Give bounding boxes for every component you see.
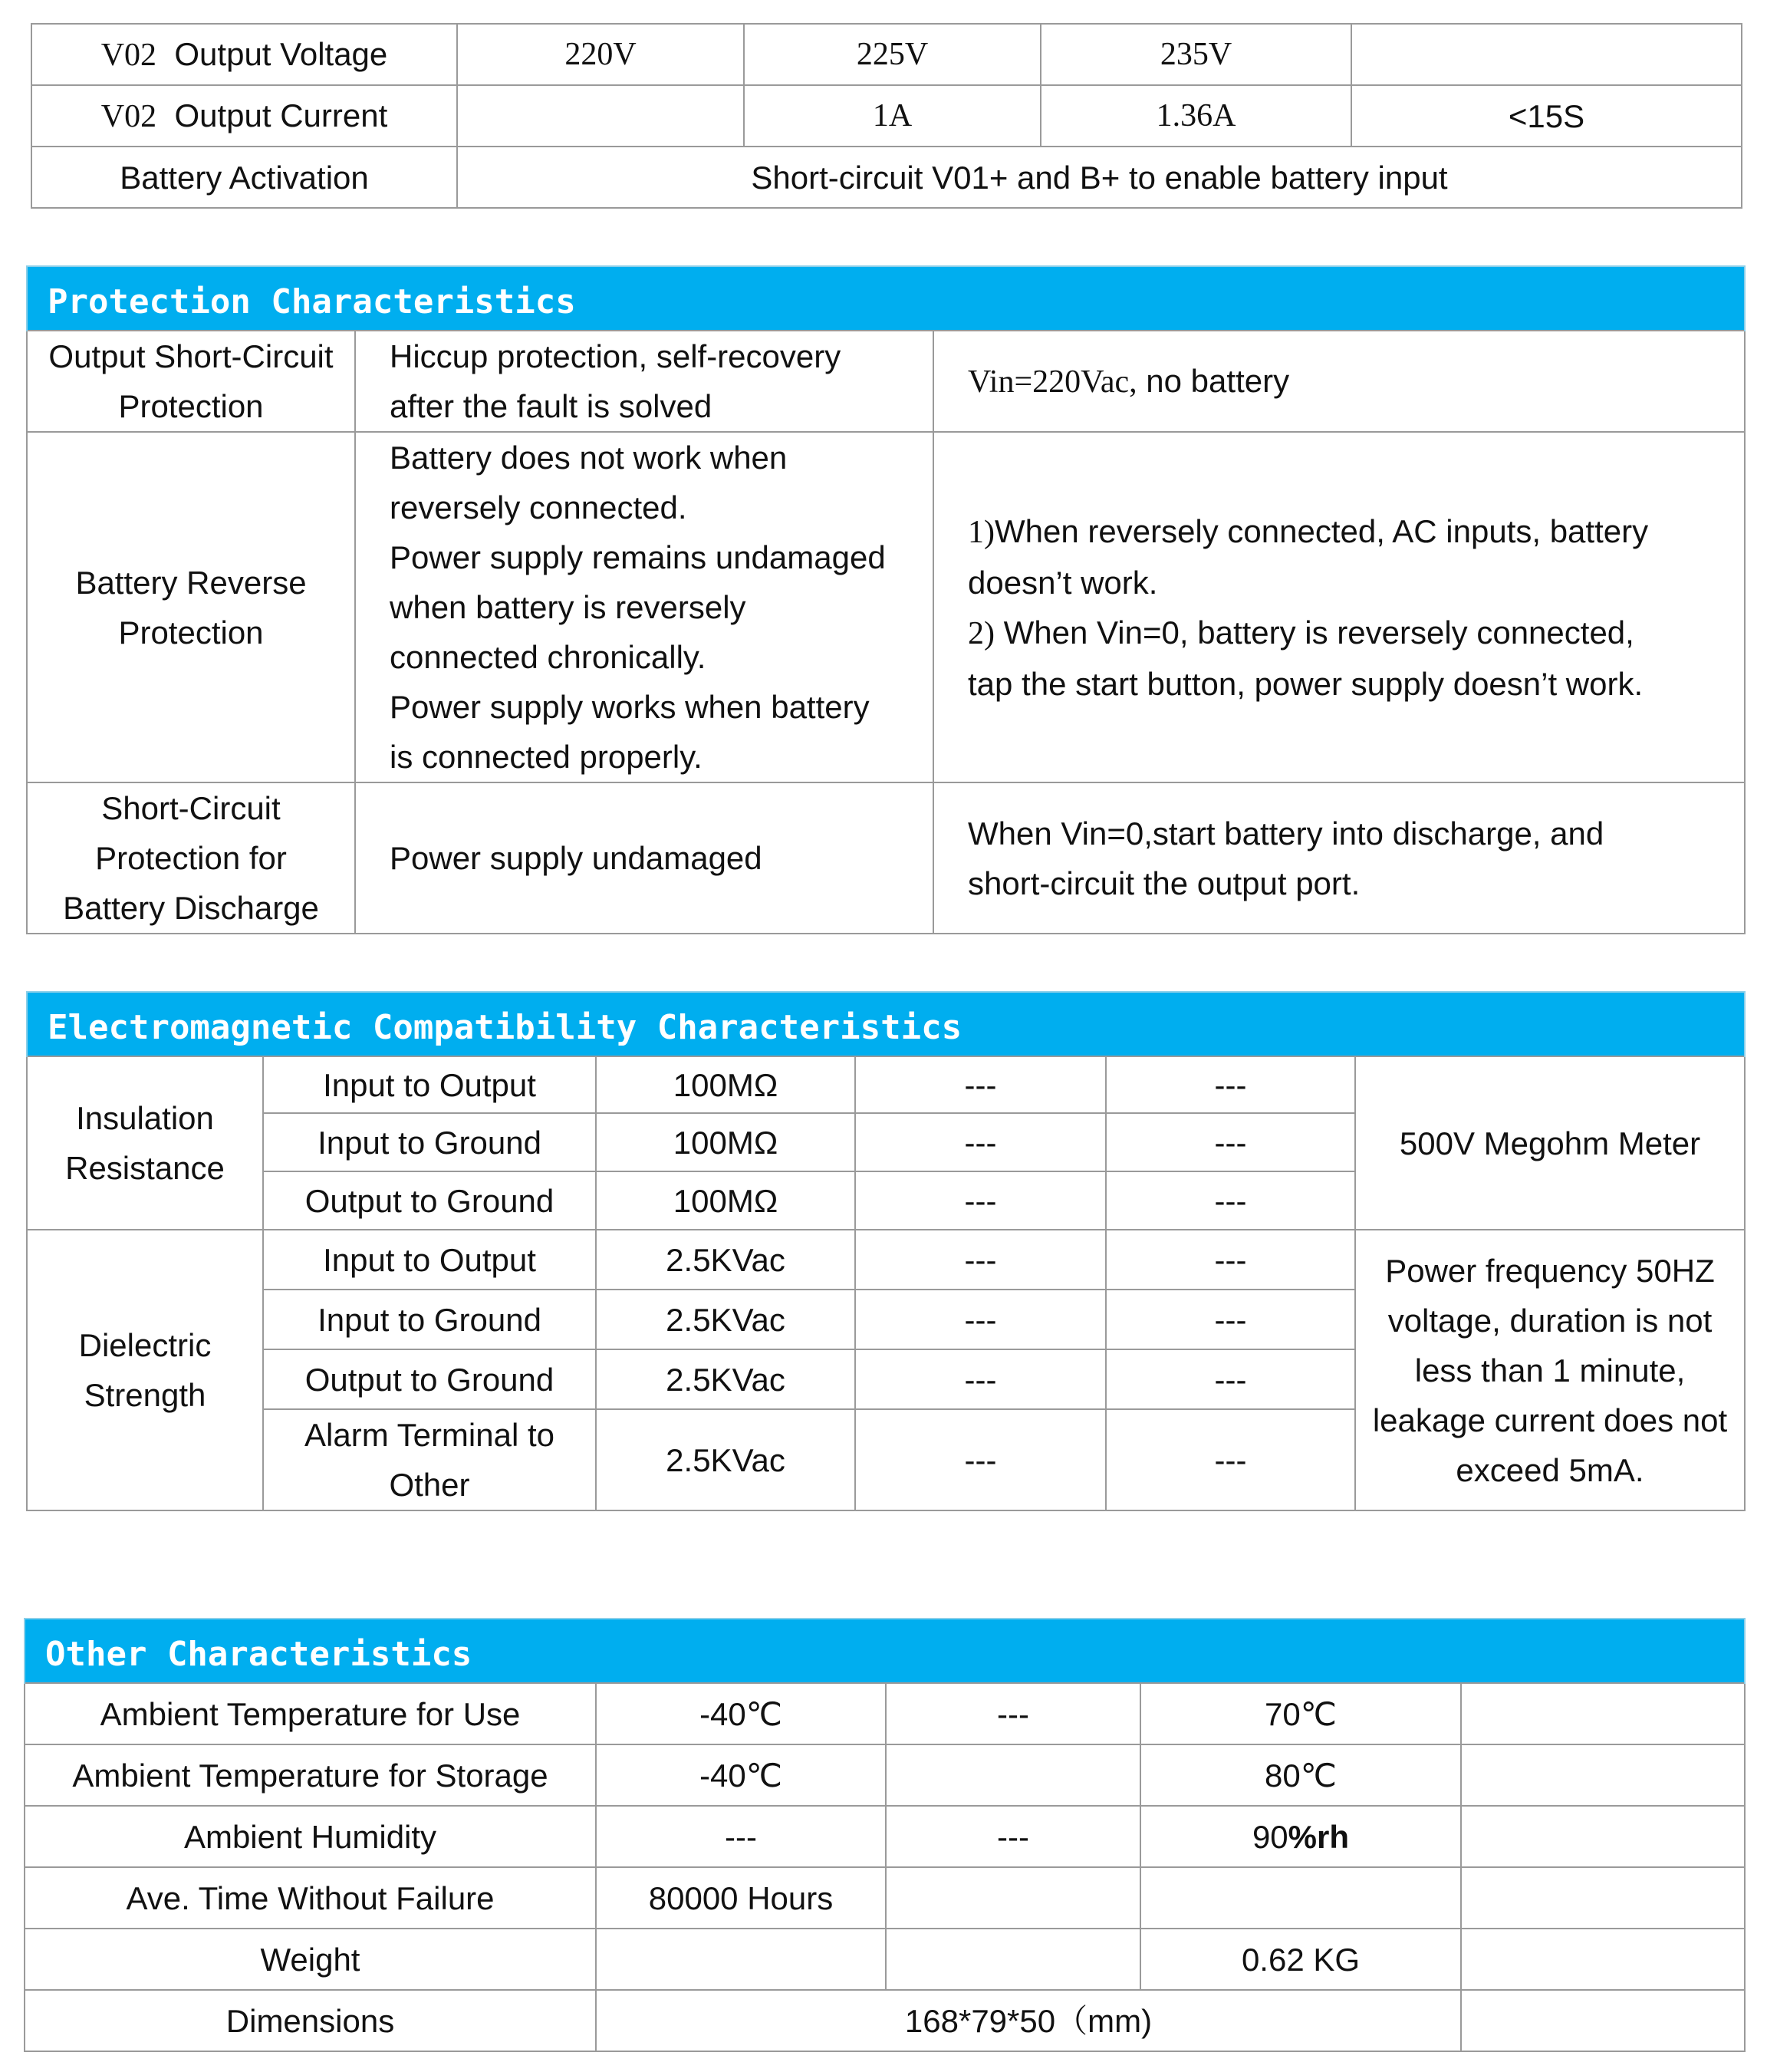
output-current-v2: 1A [744, 85, 1041, 147]
section-header-row [27, 992, 1745, 1056]
emc-c2: --- [1106, 1290, 1355, 1349]
emc-c2: --- [1106, 1113, 1355, 1171]
table-row [25, 1683, 1745, 1744]
other-note [1461, 1867, 1745, 1929]
protection-section-title: Protection Characteristics [27, 266, 1745, 331]
emc-item: Input to Ground [263, 1290, 596, 1349]
output-current-v1 [457, 85, 744, 147]
insulation-label: Insulation Resistance [27, 1056, 263, 1230]
emc-value: 100MΩ [596, 1171, 855, 1230]
other-max: 70℃ [1140, 1683, 1461, 1744]
dimensions-value: 168*79*50（mm) [596, 1990, 1461, 2051]
other-min: 80000 Hours [596, 1867, 886, 1929]
table-row [27, 1056, 1745, 1113]
output-voltage-v4 [1351, 24, 1742, 85]
table-row [27, 782, 1745, 934]
emc-item: Output to Ground [263, 1349, 596, 1409]
emc-c1: --- [855, 1290, 1106, 1349]
other-label: Weight [25, 1929, 596, 1990]
dielectric-note: Power frequency 50HZ voltage, duration is not less than 1 minute, leakage current does not exceed 5mA. [1355, 1230, 1745, 1510]
emc-item: Input to Output [263, 1230, 596, 1290]
table-row [25, 1990, 1745, 2051]
protection-result: Power supply undamaged [355, 782, 933, 934]
emc-section-title: Electromagnetic Compatibility Characteristics [27, 992, 1745, 1056]
emc-value: 2.5KVac [596, 1230, 855, 1290]
other-label: Ambient Humidity [25, 1806, 596, 1867]
emc-c2: --- [1106, 1056, 1355, 1113]
emc-table [26, 991, 1746, 1511]
table-row [25, 1929, 1745, 1990]
emc-c2: --- [1106, 1349, 1355, 1409]
emc-value: 100MΩ [596, 1056, 855, 1113]
emc-c1: --- [855, 1349, 1106, 1409]
protection-name: Short-Circuit Protection for Battery Discharge [27, 782, 355, 934]
output-spec-table [31, 23, 1742, 209]
emc-value: 2.5KVac [596, 1349, 855, 1409]
other-typ [886, 1867, 1140, 1929]
emc-c1: --- [855, 1171, 1106, 1230]
table-row [31, 147, 1742, 208]
other-note [1461, 1744, 1745, 1806]
emc-value: 100MΩ [596, 1113, 855, 1171]
protection-name: Output Short-Circuit Protection [27, 331, 355, 432]
table-row [25, 1867, 1745, 1929]
table-row [27, 331, 1745, 432]
other-note [1461, 1683, 1745, 1744]
other-min: -40℃ [596, 1683, 886, 1744]
output-voltage-v2: 225V [744, 24, 1041, 85]
insulation-note: 500V Megohm Meter [1355, 1056, 1745, 1230]
emc-c1: --- [855, 1113, 1106, 1171]
dimensions-label: Dimensions [25, 1990, 596, 2051]
emc-c2: --- [1106, 1171, 1355, 1230]
other-max: 80℃ [1140, 1744, 1461, 1806]
protection-condition: Vin=220Vac, no battery [933, 331, 1745, 432]
other-max: 0.62 KG [1140, 1929, 1461, 1990]
output-voltage-label: V02 Output Voltage [31, 24, 457, 85]
table-row [31, 24, 1742, 85]
emc-c1: --- [855, 1409, 1106, 1510]
other-note [1461, 1990, 1745, 2051]
other-label: Ambient Temperature for Use [25, 1683, 596, 1744]
emc-value: 2.5KVac [596, 1409, 855, 1510]
other-min [596, 1929, 886, 1990]
other-min: --- [596, 1806, 886, 1867]
output-voltage-v1: 220V [457, 24, 744, 85]
table-row [25, 1806, 1745, 1867]
other-max [1140, 1867, 1461, 1929]
emc-item: Alarm Terminal to Other [263, 1409, 596, 1510]
other-min: -40℃ [596, 1744, 886, 1806]
protection-table [26, 265, 1746, 934]
table-row [25, 1744, 1745, 1806]
output-current-label: V02 Output Current [31, 85, 457, 147]
other-typ: --- [886, 1683, 1140, 1744]
emc-c2: --- [1106, 1230, 1355, 1290]
other-typ: --- [886, 1806, 1140, 1867]
output-current-v3: 1.36A [1041, 85, 1351, 147]
table-row [27, 1230, 1745, 1290]
protection-condition: When Vin=0,start battery into discharge, and short-circuit the output port. [933, 782, 1745, 934]
emc-item: Input to Ground [263, 1113, 596, 1171]
section-header-row [27, 266, 1745, 331]
other-max: 90%rh [1140, 1806, 1461, 1867]
protection-result: Hiccup protection, self-recovery after the fault is solved [355, 331, 933, 432]
output-voltage-v3: 235V [1041, 24, 1351, 85]
other-label: Ave. Time Without Failure [25, 1867, 596, 1929]
table-row [31, 85, 1742, 147]
other-label: Ambient Temperature for Storage [25, 1744, 596, 1806]
other-table [24, 1618, 1746, 2052]
other-typ [886, 1744, 1140, 1806]
emc-c1: --- [855, 1056, 1106, 1113]
emc-item: Output to Ground [263, 1171, 596, 1230]
emc-item: Input to Output [263, 1056, 596, 1113]
other-note [1461, 1929, 1745, 1990]
protection-result: Battery does not work when reversely connected. Power supply remains undamaged when battery is reversely connected chronically. Power supply works when battery is connected properly. [355, 432, 933, 782]
emc-value: 2.5KVac [596, 1290, 855, 1349]
emc-c1: --- [855, 1230, 1106, 1290]
battery-activation-value: Short-circuit V01+ and B+ to enable battery input [457, 147, 1742, 208]
dielectric-label: Dielectric Strength [27, 1230, 263, 1510]
other-typ [886, 1929, 1140, 1990]
other-section-title: Other Characteristics [25, 1619, 1745, 1683]
protection-name: Battery Reverse Protection [27, 432, 355, 782]
other-note [1461, 1806, 1745, 1867]
protection-condition: 1)When reversely connected, AC inputs, battery doesn’t work. 2) When Vin=0, battery is reversely connected, tap the start button, power supply doesn’t work. [933, 432, 1745, 782]
output-current-v4: <15S [1351, 85, 1742, 147]
battery-activation-label: Battery Activation [31, 147, 457, 208]
emc-c2: --- [1106, 1409, 1355, 1510]
table-row [27, 432, 1745, 782]
section-header-row [25, 1619, 1745, 1683]
